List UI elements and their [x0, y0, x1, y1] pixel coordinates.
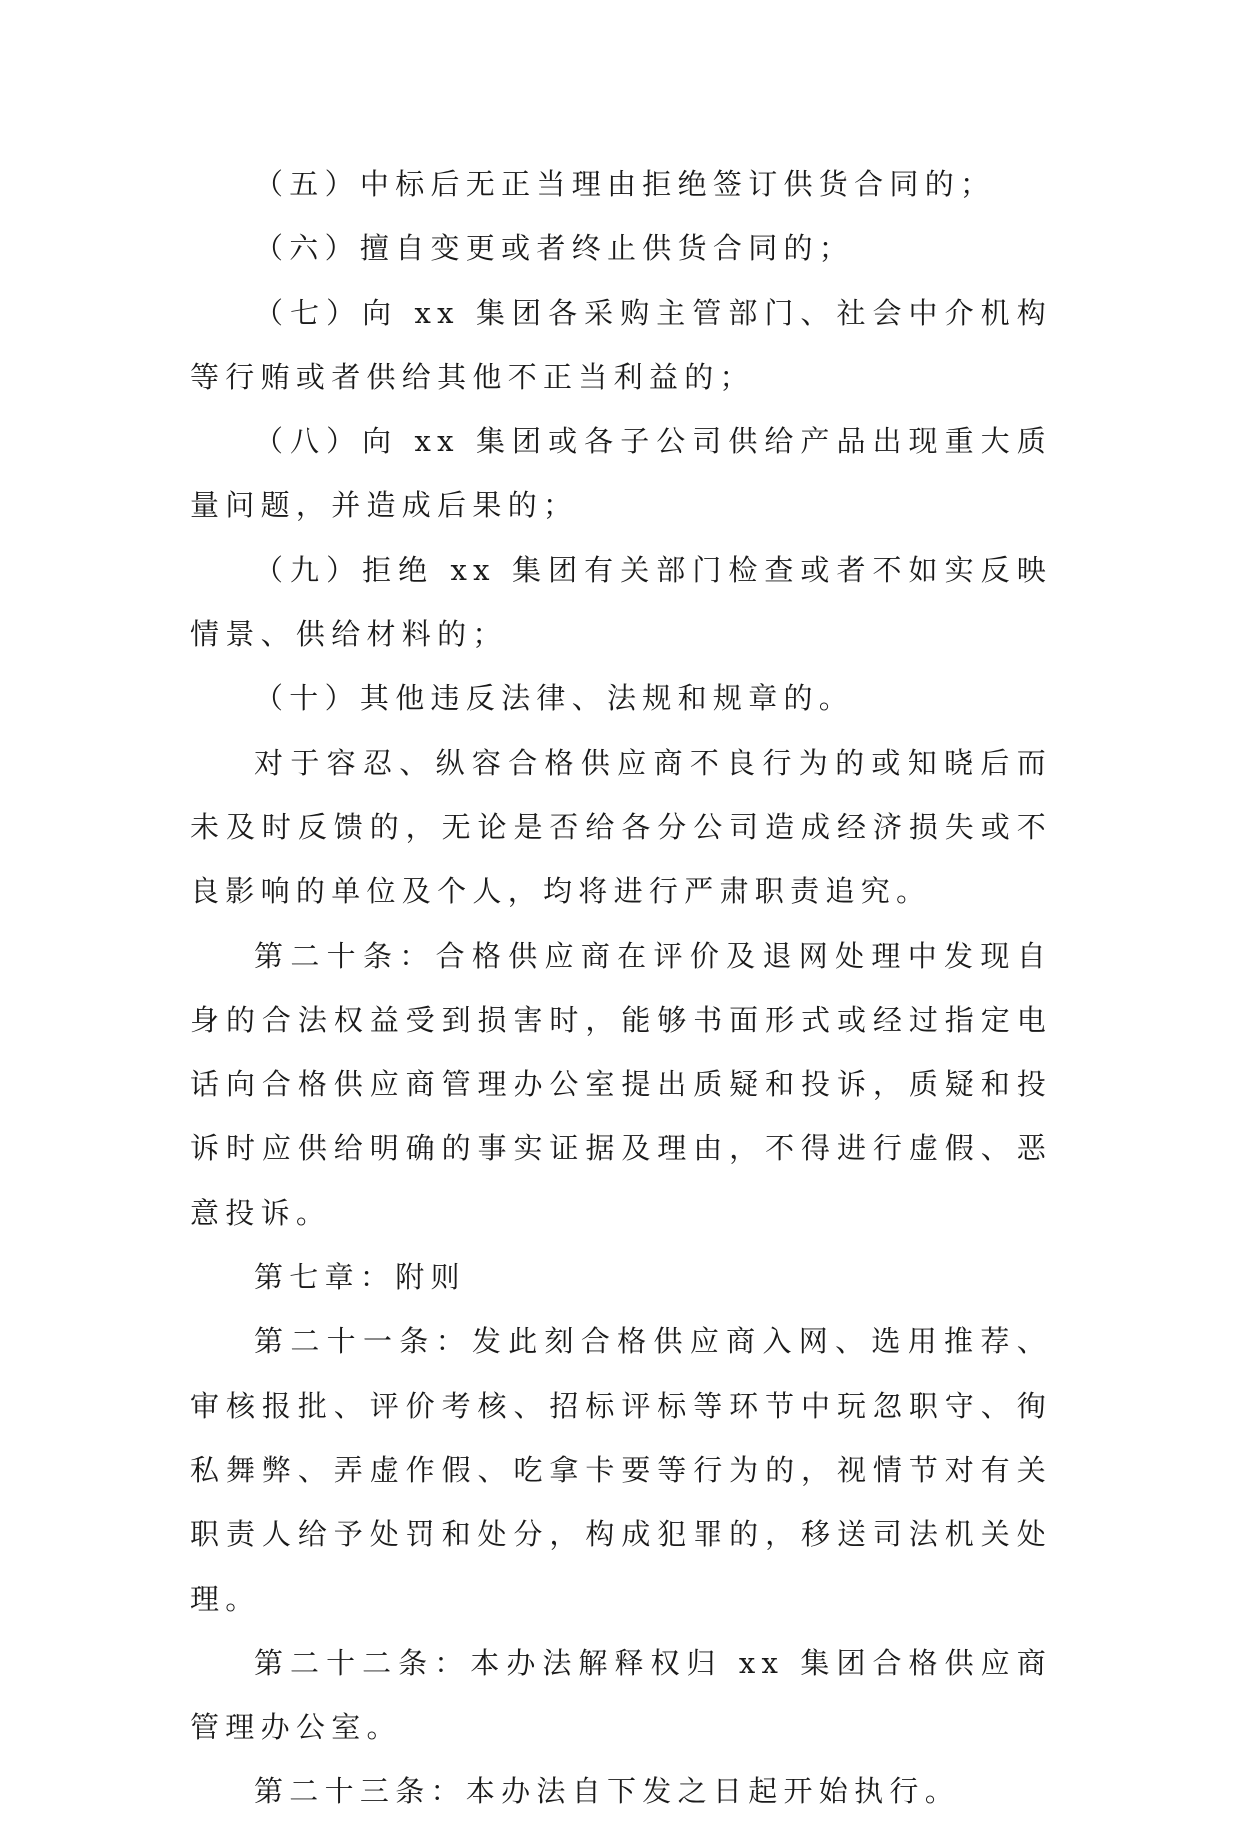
clause-item-5: （五）中标后无正当理由拒绝签订供货合同的； [254, 167, 996, 201]
clause-item-7: （七）向 xx 集团各采购主管部门、社会中介机构等行贿或者供给其他不正当利益的； [190, 295, 1052, 394]
article-22: 第二十二条：本办法解释权归 xx 集团合格供应商管理办公室。 [190, 1645, 1052, 1745]
document-body [190, 152, 1052, 1824]
article-21: 第二十一条：发此刻合格供应商入网、选用推荐、审核报批、评价考核、招标评标等环节中玩忽职守、徇私舞弊、弄虚作假、吃拿卡要等行为的，视情节对有关职责人给予处罚和处分，构成犯罪的，移送司法机关处理。 [190, 1324, 1052, 1616]
article-23: 第二十三条：本办法自下发之日起开始执行。 [254, 1774, 961, 1809]
clause-item-10: （十）其他违反法律、法规和规章的。 [254, 681, 855, 716]
article-20: 第二十条：合格供应商在评价及退网处理中发现自身的合法权益受到损害时，能够书面形式或经过指定电话向合格供应商管理办公室提出质疑和投诉，质疑和投诉时应供给明确的事实证据及理由，不得进行虚假、恶意投诉。 [190, 938, 1052, 1230]
clause-item-6: （六）擅自变更或者终止供货合同的； [254, 231, 855, 266]
clause-item-8: （八）向 xx 集团或各子公司供给产品出现重大质量问题，并造成后果的； [190, 424, 1052, 523]
chapter-7-heading: 第七章：附则 [254, 1260, 466, 1295]
clause-item-9: （九）拒绝 xx 集团有关部门检查或者不如实反映情景、供给材料的； [190, 552, 1052, 652]
accountability-paragraph: 对于容忍、纵容合格供应商不良行为的或知晓后而未及时反馈的，无论是否给各分公司造成经济损失或不良影响的单位及个人，均将进行严肃职责追究。 [190, 745, 1052, 909]
